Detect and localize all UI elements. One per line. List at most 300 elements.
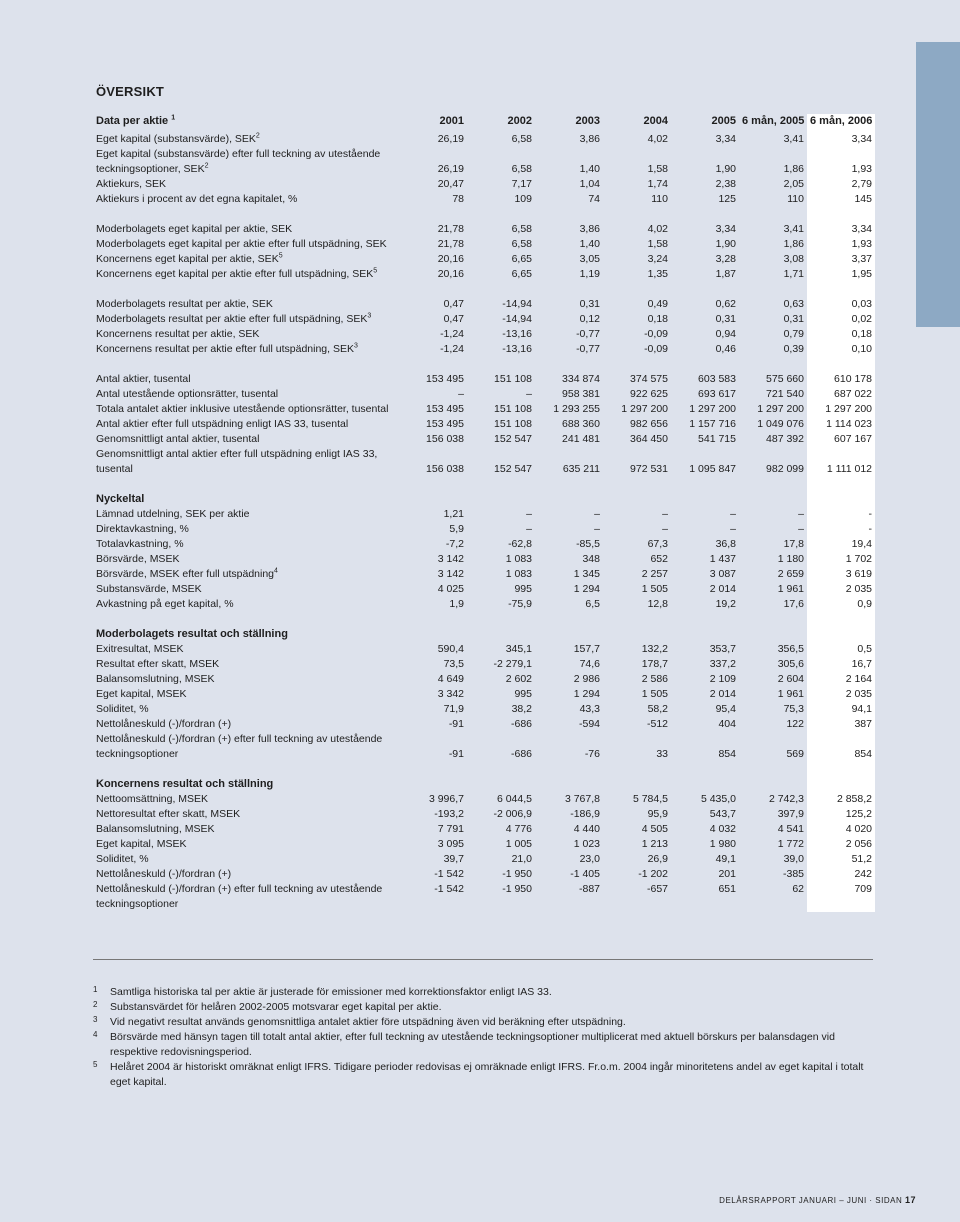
table-row bbox=[93, 837, 875, 852]
value-cell: 3,34 bbox=[807, 222, 875, 237]
value-cell: 178,7 bbox=[641, 658, 668, 670]
value-cell: 94,1 bbox=[807, 702, 875, 717]
value-cell: 0,02 bbox=[807, 312, 875, 327]
value-cell: -686 bbox=[510, 718, 532, 730]
value-cell: 26,19 bbox=[437, 163, 464, 175]
value-cell: 0,12 bbox=[579, 313, 600, 325]
row-label-text: Balansomslutning, MSEK bbox=[96, 823, 215, 835]
value-cell: 635 211 bbox=[562, 463, 600, 475]
value-cell: 0,39 bbox=[783, 343, 804, 355]
value-cell: 364 450 bbox=[630, 433, 668, 445]
value-cell: 0,63 bbox=[783, 298, 804, 310]
spacer-cell bbox=[399, 477, 467, 492]
spacer-cell bbox=[739, 612, 807, 627]
value-cell: 3,08 bbox=[783, 253, 804, 265]
empty-cell bbox=[467, 777, 535, 792]
empty-cell bbox=[807, 777, 875, 792]
value-cell: 33 bbox=[656, 748, 668, 760]
row-label bbox=[93, 597, 399, 612]
value-cell: 2 056 bbox=[807, 837, 875, 852]
value-cell: 1 505 bbox=[641, 583, 668, 595]
row-label-text: Lämnad utdelning, SEK per aktie bbox=[96, 508, 250, 520]
value-cell: 3,05 bbox=[579, 253, 600, 265]
value-cell: 1,19 bbox=[579, 268, 600, 280]
value-cell: 95,4 bbox=[715, 703, 736, 715]
spacer-row bbox=[93, 477, 875, 492]
value-cell: 110 bbox=[651, 193, 668, 205]
value-cell: – bbox=[458, 388, 464, 400]
row-label-text: Soliditet, % bbox=[96, 853, 149, 865]
value-cell: 110 bbox=[787, 193, 804, 205]
value-cell: 1 294 bbox=[573, 688, 600, 700]
row-label bbox=[93, 237, 399, 252]
value-cell: 1,40 bbox=[579, 238, 600, 250]
value-cell: -1 405 bbox=[570, 868, 600, 880]
table-row bbox=[93, 657, 875, 672]
value-cell: 3,37 bbox=[807, 252, 875, 267]
overview-table-container bbox=[93, 114, 875, 912]
table-row bbox=[93, 432, 875, 447]
value-cell: 1,35 bbox=[647, 268, 668, 280]
value-cell: 305,6 bbox=[777, 658, 804, 670]
row-label-text: Moderbolagets resultat per aktie, SEK bbox=[96, 298, 273, 310]
table-row bbox=[93, 312, 875, 327]
footnote-item bbox=[93, 1030, 883, 1060]
value-cell: 2 164 bbox=[807, 672, 875, 687]
row-label-text: Nettolåneskuld (-)/fordran (+) efter full teckning av utestående teckningsoptioner bbox=[96, 883, 383, 910]
spacer-cell bbox=[93, 207, 399, 222]
value-cell: 2,05 bbox=[783, 178, 804, 190]
spacer-cell bbox=[739, 357, 807, 372]
row-label bbox=[93, 267, 399, 282]
row-label-text: Avkastning på eget kapital, % bbox=[96, 598, 234, 610]
value-cell: 982 656 bbox=[630, 418, 668, 430]
row-label bbox=[93, 222, 399, 237]
spacer-cell bbox=[671, 207, 739, 222]
value-cell: 1 297 200 bbox=[621, 403, 668, 415]
row-label-text: Genomsnittligt antal aktier, tusental bbox=[96, 433, 260, 445]
row-label bbox=[93, 417, 399, 432]
value-cell: -0,09 bbox=[644, 343, 668, 355]
value-cell: 0,03 bbox=[807, 297, 875, 312]
value-cell: 2 035 bbox=[807, 687, 875, 702]
row-label-text: Balansomslutning, MSEK bbox=[96, 673, 215, 685]
row-label bbox=[93, 327, 399, 342]
value-cell: 7 791 bbox=[437, 823, 464, 835]
value-cell: 21,0 bbox=[511, 853, 532, 865]
value-cell: -0,09 bbox=[644, 328, 668, 340]
value-cell: – bbox=[594, 508, 600, 520]
spacer-cell bbox=[603, 357, 671, 372]
empty-cell bbox=[807, 627, 875, 642]
value-cell: 1 180 bbox=[777, 553, 804, 565]
empty-cell bbox=[671, 627, 739, 642]
value-cell: 157,7 bbox=[573, 643, 600, 655]
value-cell: – bbox=[662, 508, 668, 520]
table-row bbox=[93, 132, 875, 147]
row-label bbox=[93, 882, 399, 912]
table-row bbox=[93, 732, 875, 762]
value-cell: 1 293 255 bbox=[553, 403, 600, 415]
spacer-cell bbox=[807, 762, 875, 777]
value-cell: – bbox=[730, 523, 736, 535]
spacer-row bbox=[93, 612, 875, 627]
value-cell: 17,6 bbox=[783, 598, 804, 610]
value-cell: 348 bbox=[582, 553, 600, 565]
value-cell: -13,16 bbox=[502, 343, 532, 355]
row-label bbox=[93, 867, 399, 882]
value-cell: 3,41 bbox=[783, 133, 804, 145]
value-cell: 1 437 bbox=[709, 553, 736, 565]
spacer-cell bbox=[807, 207, 875, 222]
overview-table-body bbox=[93, 114, 875, 912]
value-cell: 6,65 bbox=[511, 253, 532, 265]
value-cell: -1 950 bbox=[502, 883, 532, 895]
value-cell: 2 742,3 bbox=[768, 793, 804, 805]
spacer-cell bbox=[467, 477, 535, 492]
value-cell: - bbox=[807, 522, 875, 537]
footnote-text: Helåret 2004 är historiskt omräknat enligt IFRS. Tidigare perioder redovisas ej omräknade enligt IFRS. Fr.o.m. 2004 ingår minoritetens andel av eget kapital i totalt eget kapital. bbox=[110, 1061, 864, 1088]
row-label-text: Börsvärde, MSEK bbox=[96, 553, 180, 565]
footnote-ref: 2 bbox=[255, 132, 260, 140]
row-label-text: Eget kapital, MSEK bbox=[96, 838, 187, 850]
spacer-cell bbox=[603, 477, 671, 492]
value-cell: 4,02 bbox=[647, 133, 668, 145]
table-row bbox=[93, 147, 875, 177]
value-cell: 78 bbox=[452, 193, 464, 205]
value-cell: 4 032 bbox=[709, 823, 736, 835]
table-row bbox=[93, 672, 875, 687]
value-cell: 356,5 bbox=[777, 643, 804, 655]
footer-page-number: 17 bbox=[904, 1195, 916, 1205]
value-cell: 51,2 bbox=[807, 852, 875, 867]
value-cell: – bbox=[526, 523, 532, 535]
value-cell: 19,2 bbox=[715, 598, 736, 610]
value-cell: 541 715 bbox=[698, 433, 736, 445]
row-label bbox=[93, 192, 399, 207]
spacer-cell bbox=[399, 282, 467, 297]
row-label-text: Eget kapital (substansvärde) efter full teckning av utestående teckningsoptioner, SEK bbox=[96, 148, 381, 175]
value-cell: 1,86 bbox=[783, 163, 804, 175]
row-label-text: Substansvärde, MSEK bbox=[96, 583, 202, 595]
value-cell: 958 381 bbox=[562, 388, 600, 400]
value-cell: 0,46 bbox=[715, 343, 736, 355]
value-cell: -1 202 bbox=[638, 868, 668, 880]
value-cell: 2 014 bbox=[709, 688, 736, 700]
spacer-cell bbox=[399, 207, 467, 222]
spacer-row bbox=[93, 762, 875, 777]
table-row bbox=[93, 447, 875, 477]
value-cell: 1,58 bbox=[647, 238, 668, 250]
value-cell: 12,8 bbox=[647, 598, 668, 610]
row-label-text: Aktiekurs i procent av det egna kapitalet, % bbox=[96, 193, 298, 205]
value-cell: 543,7 bbox=[709, 808, 736, 820]
value-cell: 1 772 bbox=[777, 838, 804, 850]
value-cell: – bbox=[662, 523, 668, 535]
section-heading-row bbox=[93, 492, 875, 507]
footnote-number: 3 bbox=[93, 1015, 98, 1024]
spacer-cell bbox=[93, 477, 399, 492]
value-cell: 2 109 bbox=[709, 673, 736, 685]
value-cell: 26,19 bbox=[437, 133, 464, 145]
value-cell: 610 178 bbox=[807, 372, 875, 387]
value-cell: 1 213 bbox=[641, 838, 668, 850]
value-cell: 2 035 bbox=[807, 582, 875, 597]
value-cell: 3 342 bbox=[437, 688, 464, 700]
footnote-text: Substansvärdet för helåren 2002-2005 motsvarar eget kapital per aktie. bbox=[110, 1001, 442, 1013]
value-cell: 3,41 bbox=[783, 223, 804, 235]
spacer-cell bbox=[807, 282, 875, 297]
value-cell: 3,34 bbox=[715, 223, 736, 235]
empty-cell bbox=[399, 777, 467, 792]
value-cell: 6,58 bbox=[511, 163, 532, 175]
value-cell: 1 297 200 bbox=[807, 402, 875, 417]
value-cell: 5 784,5 bbox=[632, 793, 668, 805]
value-cell: 3 996,7 bbox=[428, 793, 464, 805]
value-cell: 487 392 bbox=[766, 433, 804, 445]
footer-report-label: DELÅRSRAPPORT JANUARI – JUNI · SIDAN bbox=[719, 1196, 903, 1205]
row-label bbox=[93, 342, 399, 357]
value-cell: 0,79 bbox=[783, 328, 804, 340]
value-cell: 1,90 bbox=[715, 238, 736, 250]
value-cell: 73,5 bbox=[443, 658, 464, 670]
value-cell: 1,9 bbox=[449, 598, 464, 610]
section-heading-row bbox=[93, 627, 875, 642]
value-cell: 153 495 bbox=[426, 403, 464, 415]
section-heading-row bbox=[93, 777, 875, 792]
empty-cell bbox=[807, 492, 875, 507]
footnote-number: 1 bbox=[93, 985, 98, 994]
value-cell: 3,24 bbox=[647, 253, 668, 265]
value-cell: 125,2 bbox=[807, 807, 875, 822]
table-row bbox=[93, 177, 875, 192]
value-cell: 23,0 bbox=[579, 853, 600, 865]
value-cell: -686 bbox=[510, 748, 532, 760]
section-heading: Moderbolagets resultat och ställning bbox=[96, 628, 288, 640]
table-row bbox=[93, 717, 875, 732]
row-label-text: Direktavkastning, % bbox=[96, 523, 189, 535]
value-cell: 1 083 bbox=[505, 553, 532, 565]
value-cell: 3 142 bbox=[437, 553, 464, 565]
value-cell: 145 bbox=[807, 192, 875, 207]
value-cell: 19,4 bbox=[807, 537, 875, 552]
empty-cell bbox=[671, 492, 739, 507]
value-cell: 353,7 bbox=[709, 643, 736, 655]
value-cell: 21,78 bbox=[437, 223, 464, 235]
empty-cell bbox=[399, 627, 467, 642]
value-cell: 1 114 023 bbox=[807, 417, 875, 432]
empty-cell bbox=[671, 777, 739, 792]
table-row bbox=[93, 342, 875, 357]
value-cell: 1 961 bbox=[777, 688, 804, 700]
value-cell: 5,9 bbox=[449, 523, 464, 535]
value-cell: -13,16 bbox=[502, 328, 532, 340]
value-cell: 0,47 bbox=[443, 298, 464, 310]
value-cell: 1 297 200 bbox=[757, 403, 804, 415]
spacer-cell bbox=[603, 282, 671, 297]
value-cell: 687 022 bbox=[807, 387, 875, 402]
value-cell: 1 297 200 bbox=[689, 403, 736, 415]
row-label-text: Nettolåneskuld (-)/fordran (+) bbox=[96, 718, 232, 730]
row-label-text: Koncernens resultat per aktie, SEK bbox=[96, 328, 260, 340]
row-label-text: Exitresultat, MSEK bbox=[96, 643, 184, 655]
value-cell: 153 495 bbox=[426, 418, 464, 430]
footnote-text: Samtliga historiska tal per aktie är justerade för emissioner med korrektionsfaktor enligt IAS 33. bbox=[110, 986, 552, 998]
table-header-row bbox=[93, 114, 875, 132]
header-label: Data per aktie bbox=[96, 115, 169, 127]
value-cell: 151 108 bbox=[494, 403, 532, 415]
footnote-ref: 5 bbox=[373, 267, 378, 275]
value-cell: 854 bbox=[807, 732, 875, 762]
value-cell: 6,58 bbox=[511, 223, 532, 235]
value-cell: 241 481 bbox=[562, 433, 600, 445]
table-row bbox=[93, 867, 875, 882]
value-cell: 2 659 bbox=[777, 568, 804, 580]
spacer-cell bbox=[535, 612, 603, 627]
header-cell bbox=[93, 114, 399, 132]
value-cell: 95,9 bbox=[647, 808, 668, 820]
value-cell: 0,49 bbox=[647, 298, 668, 310]
value-cell: 972 531 bbox=[630, 463, 668, 475]
value-cell: 20,16 bbox=[437, 268, 464, 280]
value-cell: 38,2 bbox=[511, 703, 532, 715]
value-cell: – bbox=[798, 508, 804, 520]
table-row bbox=[93, 882, 875, 912]
spacer-cell bbox=[467, 207, 535, 222]
row-label-text: Eget kapital, MSEK bbox=[96, 688, 187, 700]
row-label bbox=[93, 372, 399, 387]
page-footer bbox=[719, 1195, 916, 1205]
value-cell: 569 bbox=[786, 748, 804, 760]
value-cell: 688 360 bbox=[562, 418, 600, 430]
value-cell: 3 095 bbox=[437, 838, 464, 850]
value-cell: 995 bbox=[514, 583, 532, 595]
row-label-text: Nettoresultat efter skatt, MSEK bbox=[96, 808, 241, 820]
row-label-text: Koncernens eget kapital per aktie, SEK bbox=[96, 253, 279, 265]
value-cell: 2 602 bbox=[505, 673, 532, 685]
value-cell: 1 023 bbox=[573, 838, 600, 850]
row-label-text: Genomsnittligt antal aktier efter full utspädning enligt IAS 33, tusental bbox=[96, 448, 378, 475]
value-cell: 62 bbox=[792, 883, 804, 895]
row-label bbox=[93, 312, 399, 327]
footnote-number: 5 bbox=[93, 1060, 98, 1069]
spacer-cell bbox=[739, 207, 807, 222]
table-row bbox=[93, 372, 875, 387]
value-cell: - bbox=[807, 507, 875, 522]
value-cell: -1,24 bbox=[440, 343, 464, 355]
value-cell: 2 604 bbox=[777, 673, 804, 685]
table-row bbox=[93, 507, 875, 522]
row-label-text: Antal utestående optionsrätter, tusental bbox=[96, 388, 279, 400]
value-cell: 0,31 bbox=[715, 313, 736, 325]
row-label bbox=[93, 522, 399, 537]
footnote-ref: 5 bbox=[278, 252, 283, 260]
value-cell: 982 099 bbox=[766, 463, 804, 475]
spacer-cell bbox=[807, 357, 875, 372]
table-row bbox=[93, 522, 875, 537]
value-cell: 1,71 bbox=[783, 268, 804, 280]
value-cell: 1 345 bbox=[573, 568, 600, 580]
empty-cell bbox=[739, 492, 807, 507]
row-label bbox=[93, 297, 399, 312]
value-cell: 20,47 bbox=[437, 178, 464, 190]
value-cell: 151 108 bbox=[494, 418, 532, 430]
spacer-cell bbox=[603, 612, 671, 627]
value-cell: 6 044,5 bbox=[496, 793, 532, 805]
value-cell: 74,6 bbox=[579, 658, 600, 670]
value-cell: 651 bbox=[718, 883, 736, 895]
empty-cell bbox=[603, 777, 671, 792]
value-cell: 1,90 bbox=[715, 163, 736, 175]
spacer-cell bbox=[535, 357, 603, 372]
row-label bbox=[93, 432, 399, 447]
header-cell: 6 mån, 2006 bbox=[807, 114, 875, 132]
spacer-cell bbox=[467, 282, 535, 297]
value-cell: 1 702 bbox=[807, 552, 875, 567]
row-label bbox=[93, 702, 399, 717]
row-label bbox=[93, 252, 399, 267]
value-cell: 1 294 bbox=[573, 583, 600, 595]
value-cell: 3 767,8 bbox=[564, 793, 600, 805]
footnote-item bbox=[93, 985, 883, 1000]
value-cell: 1,86 bbox=[783, 238, 804, 250]
value-cell: 36,8 bbox=[715, 538, 736, 550]
value-cell: 337,2 bbox=[709, 658, 736, 670]
value-cell: 7,17 bbox=[511, 178, 532, 190]
empty-cell bbox=[603, 627, 671, 642]
spacer-cell bbox=[399, 357, 467, 372]
row-label-text: Moderbolagets resultat per aktie efter full utspädning, SEK bbox=[96, 313, 368, 325]
value-cell: 854 bbox=[718, 748, 736, 760]
table-row bbox=[93, 822, 875, 837]
value-cell: 201 bbox=[718, 868, 736, 880]
value-cell: 1 049 076 bbox=[757, 418, 804, 430]
spacer-cell bbox=[671, 762, 739, 777]
row-label bbox=[93, 642, 399, 657]
value-cell: -1 542 bbox=[434, 883, 464, 895]
spacer-cell bbox=[467, 762, 535, 777]
spacer-cell bbox=[671, 477, 739, 492]
row-label-text: Soliditet, % bbox=[96, 703, 149, 715]
value-cell: 590,4 bbox=[437, 643, 464, 655]
table-row bbox=[93, 252, 875, 267]
spacer-cell bbox=[93, 612, 399, 627]
table-row bbox=[93, 642, 875, 657]
value-cell: 17,8 bbox=[783, 538, 804, 550]
value-cell: – bbox=[730, 508, 736, 520]
row-label bbox=[93, 687, 399, 702]
footnote-ref: 2 bbox=[204, 162, 209, 170]
value-cell: 1,04 bbox=[579, 178, 600, 190]
value-cell: -7,2 bbox=[445, 538, 464, 550]
value-cell: 0,5 bbox=[807, 642, 875, 657]
value-cell: 387 bbox=[807, 717, 875, 732]
row-label bbox=[93, 582, 399, 597]
value-cell: 397,9 bbox=[777, 808, 804, 820]
footnote-number: 4 bbox=[93, 1030, 98, 1039]
value-cell: -657 bbox=[646, 883, 668, 895]
spacer-cell bbox=[739, 282, 807, 297]
value-cell: 6,58 bbox=[511, 133, 532, 145]
footnote-item bbox=[93, 1000, 883, 1015]
value-cell: -186,9 bbox=[570, 808, 600, 820]
value-cell: 1 083 bbox=[505, 568, 532, 580]
spacer-cell bbox=[671, 357, 739, 372]
section-heading: Koncernens resultat och ställning bbox=[96, 778, 274, 790]
value-cell: 58,2 bbox=[647, 703, 668, 715]
spacer-cell bbox=[603, 207, 671, 222]
value-cell: 1 505 bbox=[641, 688, 668, 700]
